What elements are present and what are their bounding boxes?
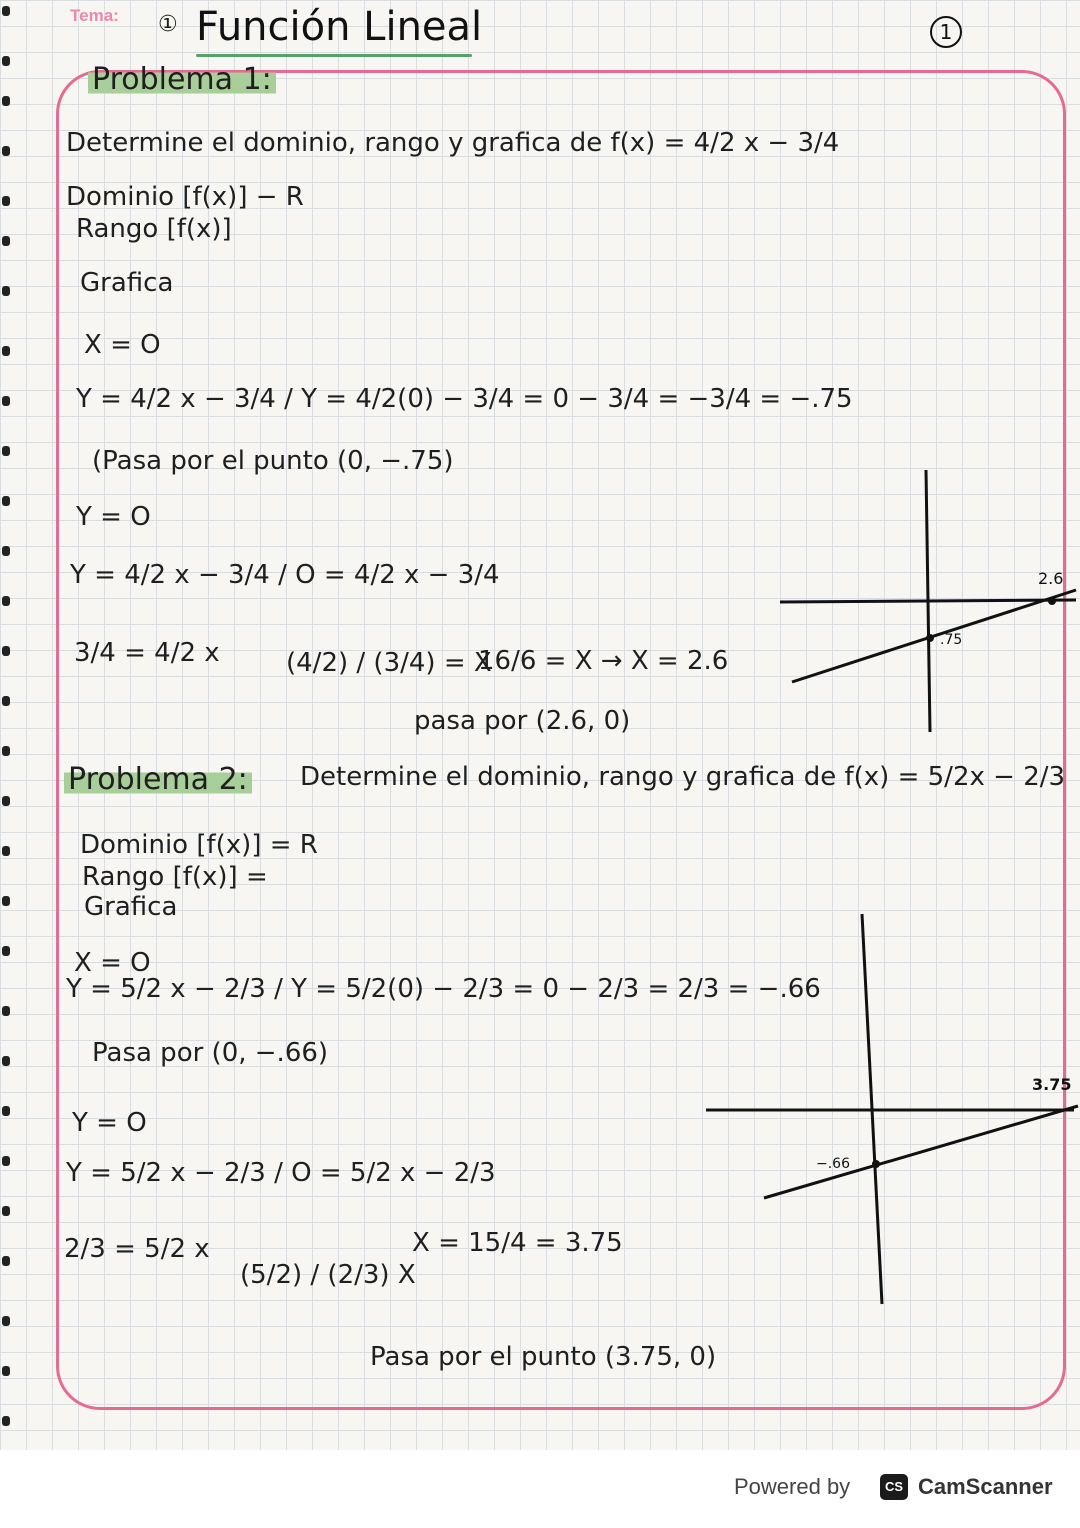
tema-label: Tema:	[70, 6, 119, 25]
problem1-solve-b: (4/2) / (3/4) = X	[286, 648, 492, 678]
problem1-x-intercept-dot	[1048, 597, 1056, 605]
problem2-x0: X = O	[74, 948, 151, 978]
problem2-heading	[64, 762, 252, 797]
problem2-y-intercept-dot	[872, 1160, 880, 1168]
problem2-heading-text: Problema 2:	[64, 762, 252, 797]
problem1-y0: Y = O	[76, 502, 151, 532]
page-title: Función Lineal	[196, 4, 483, 50]
problem2-point1: Pasa por (0, −.66)	[92, 1038, 329, 1068]
problem2-y-intercept-label: −.66	[816, 1156, 850, 1172]
problem2-line	[764, 1106, 1078, 1198]
binder-holes	[0, 0, 14, 1450]
camscanner-logo-icon: CS	[880, 1474, 908, 1500]
problem2-graph-label: Grafica	[84, 892, 178, 922]
problem1-solve-c: 16/6 = X → X = 2.6	[478, 646, 729, 676]
problem1-heading-text: Problema 1:	[88, 62, 276, 97]
problem1-eval-x0: Y = 4/2 x − 3/4 / Y = 4/2(0) − 3/4 = 0 − 3/4 = −3/4 = −.75	[76, 384, 853, 414]
problem1-point1: (Pasa por el punto (0, −.75)	[92, 446, 454, 476]
problem1-eval-y0: Y = 4/2 x − 3/4 / O = 4/2 x − 3/4	[70, 560, 500, 590]
problem2-solve-a: 2/3 = 5/2 x	[64, 1234, 210, 1264]
problem2-range: Rango [f(x)] =	[82, 862, 268, 892]
problem2-eval-y0: Y = 5/2 x − 2/3 / O = 5/2 x − 2/3	[66, 1158, 496, 1188]
problem1-solve-a: 3/4 = 4/2 x	[74, 638, 220, 668]
topic-marker: ①	[158, 12, 178, 37]
problem1-point2: pasa por (2.6, 0)	[414, 706, 631, 736]
problem1-graph-label: Grafica	[80, 268, 174, 298]
problem2-statement: Determine el dominio, rango y grafica de f(x) = 5/2x − 2/3	[300, 762, 1066, 792]
problem1-x0: X = O	[84, 330, 161, 360]
title-underline	[196, 54, 472, 57]
problem2-x-intercept-label: 3.75	[1032, 1075, 1072, 1094]
page-number: 1	[930, 16, 962, 48]
problem1-x-axis	[780, 600, 1076, 602]
problem2-point2: Pasa por el punto (3.75, 0)	[370, 1342, 717, 1372]
problem2-graph	[700, 910, 1080, 1310]
problem1-x-intercept-label: 2.6	[1038, 569, 1064, 588]
problem1-line	[792, 590, 1076, 682]
problem2-y0: Y = O	[72, 1108, 147, 1138]
problem1-y-intercept-dot	[926, 634, 934, 642]
problem2-eval-x0: Y = 5/2 x − 2/3 / Y = 5/2(0) − 2/3 = 0 − 2/3 = 2/3 = −.66	[66, 974, 821, 1004]
problem1-y-intercept-label: .75	[940, 632, 963, 648]
problem1-graph	[780, 460, 1080, 740]
problem2-solve-b: (5/2) / (2/3) X	[240, 1260, 416, 1290]
problem1-statement: Determine el dominio, rango y grafica de f(x) = 4/2 x − 3/4	[66, 128, 840, 158]
problem1-heading	[88, 62, 276, 97]
problem1-range: Rango [f(x)]	[76, 214, 232, 244]
camscanner-brand: CamScanner	[918, 1474, 1053, 1499]
powered-by-text: Powered by	[734, 1474, 851, 1499]
problem2-domain: Dominio [f(x)] = R	[80, 830, 318, 860]
problem2-solve-c: X = 15/4 = 3.75	[412, 1228, 623, 1258]
problem1-domain: Dominio [f(x)] − R	[66, 182, 304, 212]
